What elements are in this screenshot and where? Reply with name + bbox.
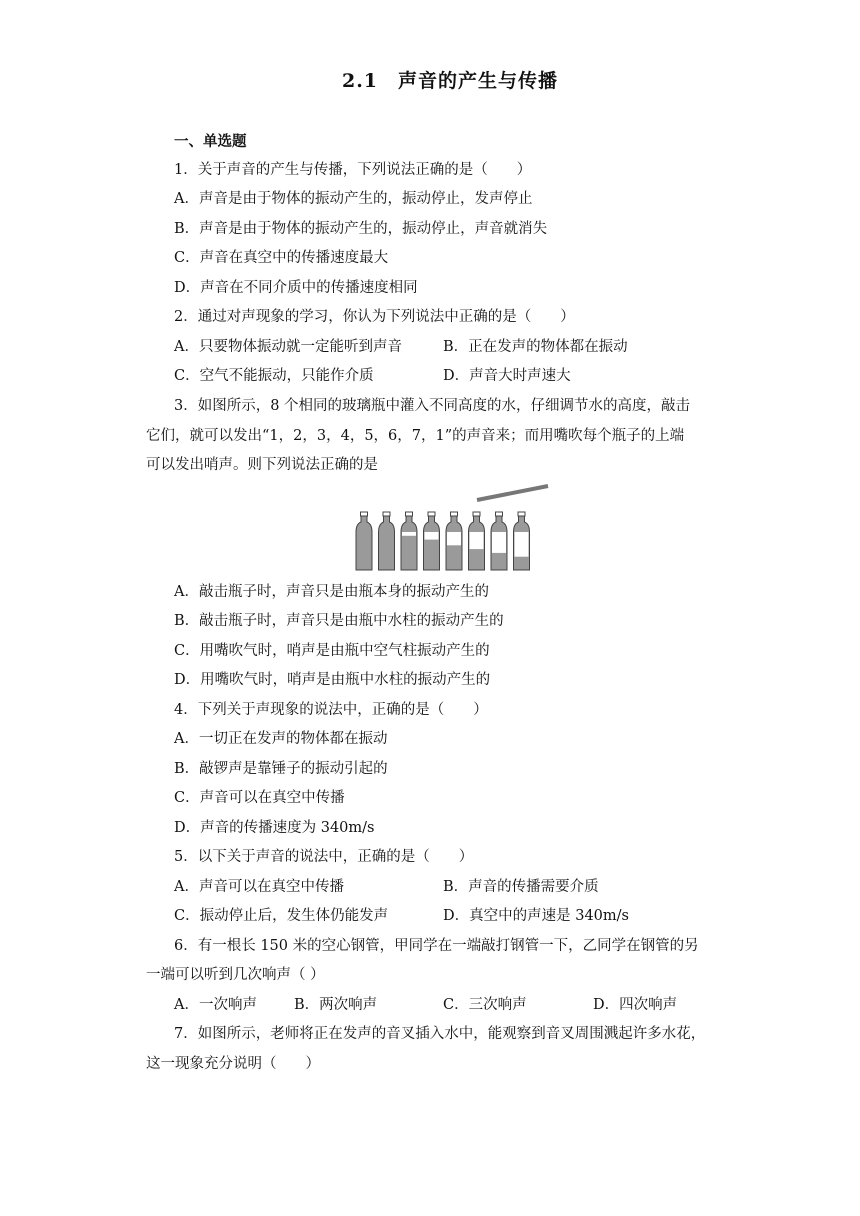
q5-option-b: B．声音的传播需要介质	[443, 879, 599, 895]
q3-option-c: C．用嘴吹气时，哨声是由瓶中空气柱振动产生的	[174, 643, 490, 659]
q6-stem-line1: 6．有一根长 150 米的空心钢管，甲同学在一端敲打钢管一下，乙同学在钢管的另	[174, 938, 699, 954]
q6-option-a: A．一次响声	[174, 997, 257, 1013]
bottles-figure	[352, 482, 552, 574]
q6-stem-line2: 一端可以听到几次响声（ ）	[146, 967, 325, 983]
bottle	[424, 512, 440, 570]
bottle	[401, 512, 417, 570]
q4-option-a: A．一切正在发声的物体都在振动	[174, 731, 388, 747]
q5-option-a: A．声音可以在真空中传播	[174, 879, 344, 895]
q7-stem-line1: 7．如图所示，老师将正在发声的音叉插入水中，能观察到音叉周围溅起许多水花，	[174, 1026, 706, 1042]
q4-option-d: D．声音的传播速度为 340m/s	[174, 820, 375, 836]
q6-option-b: B．两次响声	[294, 997, 378, 1013]
bottle	[514, 512, 530, 570]
q3-stem-line2: 它们，就可以发出“1，2，3，4，5，6，7，1”的声音来；而用嘴吹每个瓶子的上端	[146, 428, 685, 444]
q5-stem: 5．以下关于声音的说法中，正确的是（ ）	[174, 849, 474, 865]
q1-stem: 1．关于声音的产生与传播，下列说法正确的是（ ）	[174, 162, 532, 178]
bottle	[446, 512, 462, 570]
q5-option-d: D．真空中的声速是 340m/s	[443, 908, 629, 924]
q6-option-c: C．三次响声	[443, 997, 527, 1013]
q2-option-c: C．空气不能振动，只能作介质	[174, 368, 374, 384]
q2-stem: 2．通过对声现象的学习，你认为下列说法中正确的是（ ）	[174, 309, 575, 325]
q1-option-c: C．声音在真空中的传播速度最大	[174, 250, 389, 266]
q7-stem-line2: 这一现象充分说明（ ）	[146, 1056, 320, 1072]
bottle	[379, 512, 395, 570]
q3-stem-line3: 可以发出哨声。则下列说法正确的是	[146, 457, 378, 473]
bottle-air	[515, 532, 529, 557]
q3-option-b: B．敲击瓶子时，声音只是由瓶中水柱的振动产生的	[174, 613, 504, 629]
q1-option-d: D．声音在不同介质中的传播速度相同	[174, 280, 418, 296]
straw	[477, 486, 548, 500]
bottle	[491, 512, 507, 570]
bottle-air	[470, 532, 484, 549]
section-heading: 一、单选题	[174, 133, 247, 150]
q3-stem-line1: 3．如图所示，8 个相同的玻璃瓶中灌入不同高度的水，仔细调节水的高度，敲击	[174, 398, 691, 414]
bottle	[356, 512, 372, 570]
q2-option-d: D．声音大时声速大	[443, 368, 571, 384]
q4-option-c: C．声音可以在真空中传播	[174, 790, 345, 806]
bottle-air	[447, 532, 461, 545]
bottle-air	[492, 532, 506, 553]
page-title: 2.1 声音的产生与传播	[341, 70, 559, 92]
bottle-air	[402, 532, 416, 536]
q1-option-b: B．声音是由于物体的振动产生的，振动停止，声音就消失	[174, 221, 548, 237]
q4-stem: 4．下列关于声现象的说法中，正确的是（ ）	[174, 702, 488, 718]
q6-option-d: D．四次响声	[593, 997, 678, 1013]
q2-option-a: A．只要物体振动就一定能听到声音	[174, 339, 402, 355]
q4-option-b: B．敲锣声是靠锤子的振动引起的	[174, 761, 388, 777]
q1-option-a: A．声音是由于物体的振动产生的，振动停止，发声停止	[174, 191, 533, 207]
q3-option-d: D．用嘴吹气时，哨声是由瓶中水柱的振动产生的	[174, 672, 491, 688]
bottle-air	[425, 532, 439, 540]
q3-option-a: A．敲击瓶子时，声音只是由瓶本身的振动产生的	[174, 584, 489, 600]
bottle	[469, 512, 485, 570]
q5-option-c: C．振动停止后，发生体仍能发声	[174, 908, 389, 924]
q2-option-b: B．正在发声的物体都在振动	[443, 339, 628, 355]
